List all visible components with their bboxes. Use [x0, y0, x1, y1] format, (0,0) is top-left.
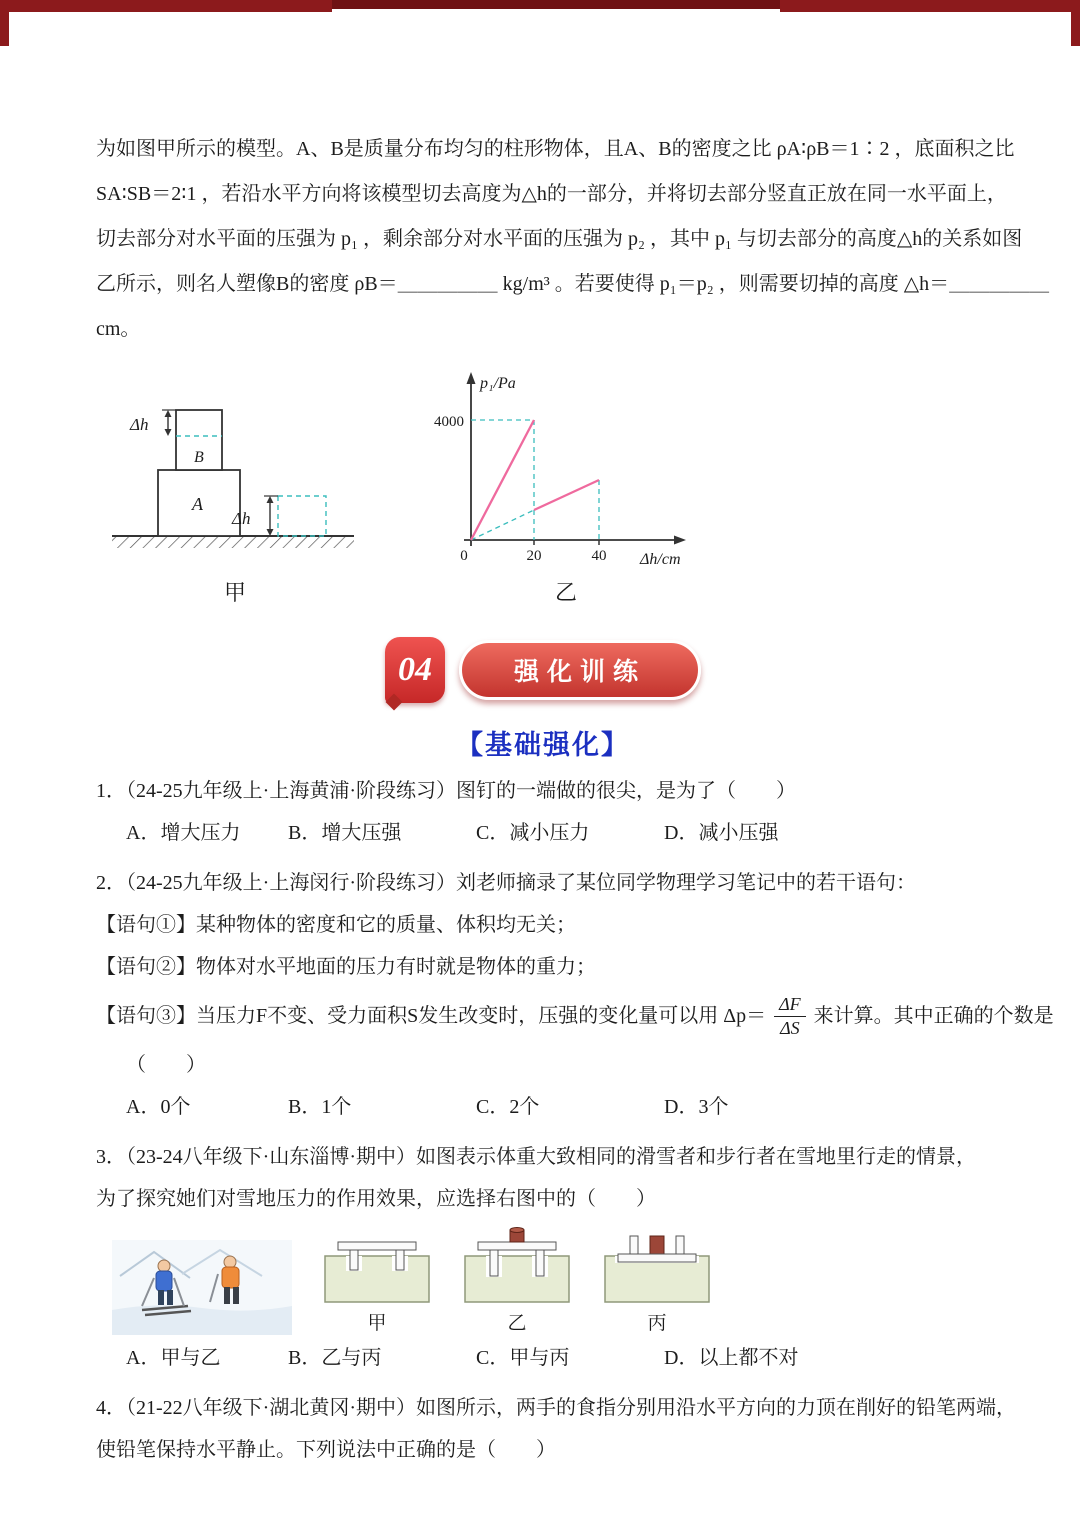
stool-leg	[536, 1250, 544, 1276]
question-3-stem-line1: 3．（23-24八年级下·山东淄博·期中）如图表示体重大致相同的滑雪者和步行者在雪地里行走的情景，	[96, 1146, 976, 1168]
option-c: C．甲与丙	[476, 1347, 570, 1369]
stool-leg	[396, 1250, 404, 1270]
stool-top	[478, 1242, 556, 1250]
stool-leg-up	[630, 1236, 638, 1254]
problem-line: 切去部分对水平面的压强为 p₁ ，剩余部分对水平面的压强为 p₂ ，其中 p₁ 与切去部分的高度△h的关系如图	[96, 228, 1023, 250]
problem-line: SA∶SB＝2∶1 ，若沿水平方向将该模型切去高度为△h的一部分，并将切去部分竖直正放在同一水平面上，	[96, 183, 1007, 205]
problem-line: cm。	[96, 318, 141, 340]
weight-top	[510, 1228, 524, 1233]
ground-hatch	[112, 536, 354, 548]
delta-h-label: Δh	[232, 509, 251, 528]
y-axis-arrowhead	[467, 372, 476, 384]
skier-leg	[167, 1290, 173, 1305]
option-c: C．2个	[476, 1096, 540, 1118]
statement-3	[96, 988, 1054, 1044]
foam-label-yi: 乙	[507, 1313, 527, 1334]
problem-line-with-blanks: 乙所示，则名人塑像B的密度 ρB＝＿＿＿＿＿ kg/m³ 。若要使得 p₁＝p₂ ，则需要切掉的高度 △h＝＿＿＿＿＿	[96, 273, 1050, 295]
option-d: D．3个	[664, 1096, 729, 1118]
weight	[650, 1236, 664, 1254]
statement-3-before: 【语句③】当压力F不变、受力面积S发生改变时，压强的变化量可以用 Δp＝	[96, 1005, 767, 1027]
pressure-graph	[416, 362, 716, 574]
question-2-options	[96, 1086, 990, 1128]
stool-top-inverted	[618, 1254, 696, 1262]
figure-row	[100, 362, 990, 607]
skier-head	[158, 1260, 170, 1272]
x-tick-label-0: 0	[460, 548, 468, 564]
stool-on-foam-jia	[322, 1226, 432, 1306]
block-A-label: A	[192, 494, 203, 514]
snow-ground	[112, 1305, 292, 1335]
question-4-stem-line2: 使铅笔保持水平静止。下列说法中正确的是（ ）	[96, 1439, 556, 1461]
page-content	[0, 9, 1080, 1471]
question-3-figures	[112, 1226, 990, 1335]
walker-leg	[224, 1287, 230, 1304]
foam-block	[465, 1256, 569, 1302]
question-2	[96, 862, 1054, 1128]
walker-head	[224, 1256, 236, 1268]
figure-caption-jia: 甲	[223, 580, 246, 605]
series-segment-2	[534, 480, 599, 510]
x-axis-label: Δh/cm	[640, 551, 681, 568]
question-3	[96, 1136, 990, 1379]
figure-graph-yi	[416, 362, 716, 607]
option-d: D．以上都不对	[664, 1347, 799, 1369]
stool-leg	[490, 1250, 498, 1276]
stool-with-weight-yi	[462, 1226, 572, 1306]
problem-paragraph	[96, 127, 1050, 352]
statement-1: 【语句①】某种物体的密度和它的质量、体积均无关；	[96, 914, 576, 936]
skier-body	[156, 1271, 172, 1291]
question-3-options	[96, 1337, 990, 1379]
stool-top	[338, 1242, 416, 1250]
question-1	[96, 770, 990, 854]
section-badge-row	[96, 637, 990, 703]
option-a: A．增大压力	[126, 822, 241, 844]
subsection-heading: 【基础强化】	[456, 730, 630, 760]
figure-caption-yi: 乙	[554, 580, 577, 605]
guide-diagonal	[471, 510, 534, 540]
fraction-numerator: ΔF	[774, 994, 806, 1017]
question-3-stem-line2: 为了探究她们对雪地压力的作用效果，应选择右图中的（ ）	[96, 1188, 656, 1210]
question-2-stem: 2．（24-25九年级上·上海闵行·阶段练习）刘老师摘录了某位同学物理学习笔记中的若干语句：	[96, 872, 916, 894]
fraction-delta-f-delta-s	[774, 994, 806, 1038]
option-b: B．增大压强	[288, 822, 402, 844]
option-d: D．减小压强	[664, 822, 779, 844]
walker-leg	[233, 1287, 239, 1304]
question-4	[96, 1387, 1016, 1471]
arrowhead	[165, 429, 172, 436]
foam-block	[325, 1256, 429, 1302]
foam-figure-yi	[462, 1226, 572, 1335]
skier-illustration	[112, 1240, 292, 1335]
cut-piece-dashed	[278, 496, 326, 536]
fraction-denominator: ΔS	[780, 1017, 800, 1038]
section-number-badge: 04	[385, 637, 445, 703]
arrowhead	[267, 496, 274, 503]
foam-figure-jia	[322, 1226, 432, 1335]
statement-3-after: 来计算。其中正确的个数是	[813, 1005, 1054, 1027]
option-b: B．乙与丙	[288, 1347, 382, 1369]
foam-label-bing: 丙	[647, 1313, 667, 1334]
option-a: A．0个	[126, 1096, 191, 1118]
skier-figure	[112, 1240, 292, 1335]
foam-label-jia: 甲	[367, 1313, 387, 1334]
foam-figure-bing	[602, 1226, 712, 1335]
walker-body	[222, 1267, 239, 1288]
arrowhead	[267, 529, 274, 536]
skier-leg	[158, 1290, 164, 1305]
question-1-options	[96, 812, 990, 854]
option-c: C．减小压力	[476, 822, 590, 844]
answer-parentheses: （ ）	[126, 1054, 206, 1076]
series-segment-1	[471, 420, 534, 540]
question-4-stem-line1: 4．（21-22八年级下·湖北黄冈·期中）如图所示，两手的食指分别用沿水平方向的力顶在削好的铅笔两端，	[96, 1397, 1016, 1419]
y-tick-4000: 4000	[434, 414, 464, 430]
x-tick-label-20: 20	[526, 548, 542, 564]
x-tick-label-40: 40	[591, 548, 607, 564]
inverted-stool-bing	[602, 1226, 712, 1306]
block-B-label: B	[194, 449, 204, 466]
question-1-stem: 1．（24-25九年级上·上海黄浦·阶段练习）图钉的一端做的很尖，是为了（ ）	[96, 780, 796, 802]
statement-2: 【语句②】物体对水平地面的压力有时就是物体的重力；	[96, 956, 596, 978]
figure-model-jia	[100, 374, 370, 607]
option-b: B．1个	[288, 1096, 352, 1118]
y-axis-label: p₁/Pa	[480, 375, 516, 392]
delta-h-label: Δh	[130, 415, 149, 434]
arrowhead	[165, 410, 172, 417]
stool-leg-up	[676, 1236, 684, 1254]
stool-leg	[350, 1250, 358, 1270]
section-title-pill: 强化训练	[459, 640, 701, 700]
option-a: A．甲与乙	[126, 1347, 221, 1369]
x-axis-arrowhead	[674, 536, 686, 545]
model-figure	[100, 374, 370, 574]
problem-line: 为如图甲所示的模型。A、B是质量分布均匀的柱形物体，且A、B的密度之比 ρA∶ρB＝1∶2 ，底面积之比	[96, 138, 1015, 160]
